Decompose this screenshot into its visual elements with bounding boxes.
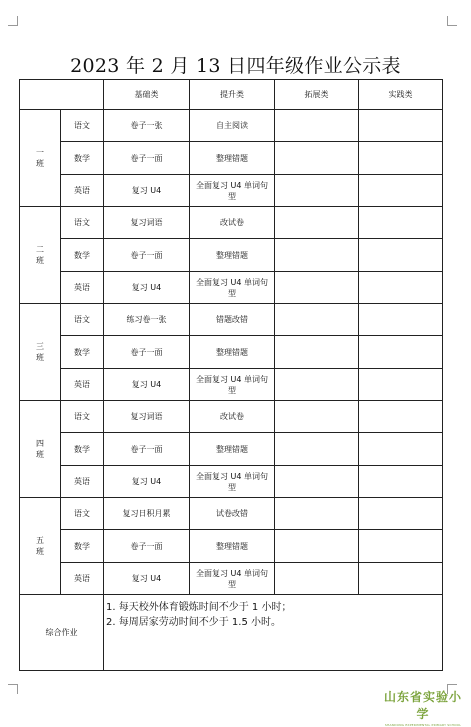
improve-homework-cell[interactable]: 改试卷	[190, 207, 275, 239]
subject-cell[interactable]: 语文	[61, 401, 104, 433]
improve-homework-cell[interactable]: 自主阅读	[190, 110, 275, 142]
header-cell-basic[interactable]: 基础类	[104, 80, 190, 110]
table-row	[20, 466, 443, 498]
improve-homework-cell[interactable]: 错题改错	[190, 304, 275, 336]
header-cell-blank[interactable]	[20, 80, 104, 110]
subject-cell[interactable]: 数学	[61, 142, 104, 175]
expand-homework-cell[interactable]	[275, 207, 359, 239]
table-row	[20, 563, 443, 595]
subject-cell[interactable]: 英语	[61, 272, 104, 304]
basic-homework-cell[interactable]: 复习日积月累	[104, 498, 190, 530]
practice-homework-cell[interactable]	[359, 175, 443, 207]
page-corner-mark	[447, 16, 457, 26]
table-row	[20, 110, 443, 142]
table-row	[20, 336, 443, 369]
comprehensive-content-cell[interactable]	[104, 595, 443, 671]
basic-homework-cell[interactable]: 练习卷一张	[104, 304, 190, 336]
improve-homework-cell[interactable]: 整理错题	[190, 142, 275, 175]
class-name-cell[interactable]: 二 班	[20, 207, 61, 304]
comprehensive-line: 2. 每周居家劳动时间不少于 1.5 小时。	[106, 617, 281, 628]
practice-homework-cell[interactable]	[359, 239, 443, 272]
table-row	[20, 175, 443, 207]
expand-homework-cell[interactable]	[275, 336, 359, 369]
practice-homework-cell[interactable]	[359, 563, 443, 595]
improve-homework-cell[interactable]: 全面复习 U4 单词句型	[190, 369, 275, 401]
expand-homework-cell[interactable]	[275, 498, 359, 530]
table-row	[20, 433, 443, 466]
expand-homework-cell[interactable]	[275, 401, 359, 433]
subject-cell[interactable]: 语文	[61, 110, 104, 142]
school-logo	[382, 688, 464, 727]
practice-homework-cell[interactable]	[359, 142, 443, 175]
document-title[interactable]: 2023 年 2 月 13 日四年级作业公示表	[70, 55, 401, 77]
expand-homework-cell[interactable]	[275, 110, 359, 142]
basic-homework-cell[interactable]: 复习 U4	[104, 466, 190, 498]
expand-homework-cell[interactable]	[275, 466, 359, 498]
improve-homework-cell[interactable]: 全面复习 U4 单词句型	[190, 175, 275, 207]
subject-cell[interactable]: 数学	[61, 239, 104, 272]
basic-homework-cell[interactable]: 复习 U4	[104, 175, 190, 207]
basic-homework-cell[interactable]: 复习 U4	[104, 369, 190, 401]
improve-homework-cell[interactable]: 全面复习 U4 单词句型	[190, 466, 275, 498]
comprehensive-label-cell[interactable]: 综合作业	[20, 595, 104, 671]
expand-homework-cell[interactable]	[275, 530, 359, 563]
class-name-cell[interactable]: 四 班	[20, 401, 61, 498]
table-row	[20, 207, 443, 239]
homework-table	[19, 79, 443, 671]
table-row	[20, 239, 443, 272]
subject-cell[interactable]: 数学	[61, 530, 104, 563]
table-row	[20, 142, 443, 175]
improve-homework-cell[interactable]: 改试卷	[190, 401, 275, 433]
page-corner-mark	[8, 16, 18, 26]
basic-homework-cell[interactable]: 卷子一面	[104, 239, 190, 272]
basic-homework-cell[interactable]: 卷子一面	[104, 142, 190, 175]
expand-homework-cell[interactable]	[275, 239, 359, 272]
table-row	[20, 530, 443, 563]
subject-cell[interactable]: 语文	[61, 498, 104, 530]
subject-cell[interactable]: 数学	[61, 336, 104, 369]
table-row	[20, 498, 443, 530]
improve-homework-cell[interactable]: 整理错题	[190, 433, 275, 466]
basic-homework-cell[interactable]: 复习 U4	[104, 563, 190, 595]
subject-cell[interactable]: 英语	[61, 466, 104, 498]
basic-homework-cell[interactable]: 卷子一面	[104, 433, 190, 466]
practice-homework-cell[interactable]	[359, 466, 443, 498]
practice-homework-cell[interactable]	[359, 304, 443, 336]
practice-homework-cell[interactable]	[359, 530, 443, 563]
expand-homework-cell[interactable]	[275, 433, 359, 466]
school-logo-text: 山东省实验小学	[383, 690, 462, 721]
comprehensive-row	[20, 595, 443, 671]
subject-cell[interactable]: 语文	[61, 304, 104, 336]
school-logo-english: SHANDONG EXPERIMENTAL PRIMARY SCHOOL	[384, 723, 462, 727]
table-row	[20, 369, 443, 401]
improve-homework-cell[interactable]: 整理错题	[190, 336, 275, 369]
subject-cell[interactable]: 英语	[61, 175, 104, 207]
subject-cell[interactable]: 语文	[61, 207, 104, 239]
expand-homework-cell[interactable]	[275, 272, 359, 304]
header-cell-expand[interactable]: 拓展类	[275, 80, 359, 110]
page-corner-mark	[8, 684, 18, 694]
expand-homework-cell[interactable]	[275, 142, 359, 175]
subject-cell[interactable]: 英语	[61, 369, 104, 401]
basic-homework-cell[interactable]: 卷子一面	[104, 336, 190, 369]
expand-homework-cell[interactable]	[275, 369, 359, 401]
improve-homework-cell[interactable]: 全面复习 U4 单词句型	[190, 563, 275, 595]
subject-cell[interactable]: 数学	[61, 433, 104, 466]
practice-homework-cell[interactable]	[359, 498, 443, 530]
improve-homework-cell[interactable]: 全面复习 U4 单词句型	[190, 272, 275, 304]
expand-homework-cell[interactable]	[275, 563, 359, 595]
improve-homework-cell[interactable]: 整理错题	[190, 530, 275, 563]
table-row	[20, 272, 443, 304]
practice-homework-cell[interactable]	[359, 336, 443, 369]
practice-homework-cell[interactable]	[359, 433, 443, 466]
practice-homework-cell[interactable]	[359, 369, 443, 401]
practice-homework-cell[interactable]	[359, 110, 443, 142]
subject-cell[interactable]: 英语	[61, 563, 104, 595]
class-name-cell[interactable]: 三 班	[20, 304, 61, 401]
table-row	[20, 401, 443, 433]
table-header-row	[20, 80, 443, 110]
expand-homework-cell[interactable]	[275, 175, 359, 207]
practice-homework-cell[interactable]	[359, 272, 443, 304]
basic-homework-cell[interactable]: 卷子一面	[104, 530, 190, 563]
comprehensive-line: 1. 每天校外体育锻炼时间不少于 1 小时；	[106, 602, 292, 613]
improve-homework-cell[interactable]: 试卷改错	[190, 498, 275, 530]
expand-homework-cell[interactable]	[275, 304, 359, 336]
practice-homework-cell[interactable]	[359, 401, 443, 433]
basic-homework-cell[interactable]: 卷子一张	[104, 110, 190, 142]
class-name-cell[interactable]: 一 班	[20, 110, 61, 207]
basic-homework-cell[interactable]: 复习词语	[104, 207, 190, 239]
header-cell-practice[interactable]: 实践类	[359, 80, 443, 110]
basic-homework-cell[interactable]: 复习 U4	[104, 272, 190, 304]
table-row	[20, 304, 443, 336]
header-cell-improve[interactable]: 提升类	[190, 80, 275, 110]
basic-homework-cell[interactable]: 复习词语	[104, 401, 190, 433]
practice-homework-cell[interactable]	[359, 207, 443, 239]
class-name-cell[interactable]: 五 班	[20, 498, 61, 595]
improve-homework-cell[interactable]: 整理错题	[190, 239, 275, 272]
